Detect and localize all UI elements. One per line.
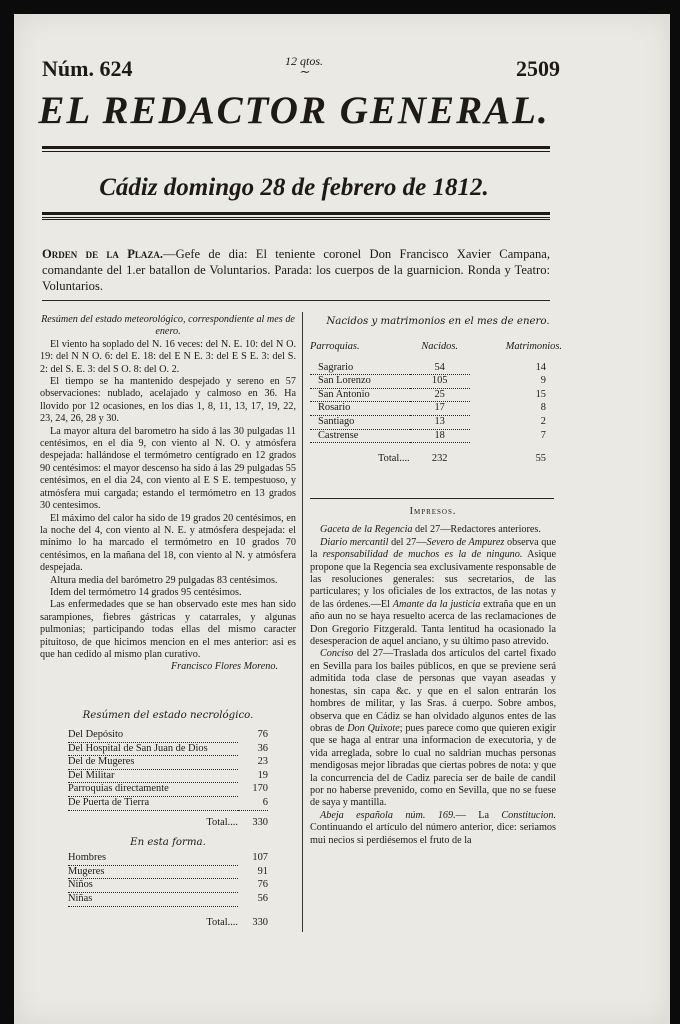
meteo-signature: Francisco Flores Moreno. bbox=[170, 661, 278, 673]
necro-row-value: 170 bbox=[252, 783, 268, 795]
impresos-text: del 27—Traslada dos artículos del cartel fixado en Sevilla para los bailes públicos, en que se previene será admitida toda clase de personas que vayan aseadas y honestas, sin capa &c. y que en el salon entrarán los hombres de militar, y las Sras. á cuerpo. Sobre ambos, observa que en Cádiz se han olvidado algunos entes de las obras de bbox=[310, 648, 556, 734]
nacidos-row bbox=[310, 415, 562, 429]
necro-row-value: 76 bbox=[257, 729, 268, 741]
necro-row bbox=[68, 783, 268, 797]
matrimonios-value: 15 bbox=[535, 388, 546, 400]
necro-forma-total bbox=[158, 917, 268, 930]
necro-total-label: Total.... bbox=[206, 816, 238, 828]
necro-forma-label: Hombres bbox=[68, 852, 238, 865]
necro-forma-value: 76 bbox=[257, 879, 268, 891]
nacidos-row bbox=[310, 388, 562, 402]
nacidos-header: Parroquias. bbox=[310, 341, 360, 352]
meteo-paragraph: Las enfermedades que se han observado este mes han sido sarampiones, fiebres gástricas y catarrales, y algunas pulmonias; participando todas ellas del mismo caracter pituitoso, de que hicimos mencion en el mes anterior: asi es que han cedido al mismo plan curativo. bbox=[40, 599, 296, 660]
necro-row-label: Del Militar bbox=[68, 769, 238, 783]
meteo-paragraph: Idem del termómetro 14 grados 95 centésimos. bbox=[50, 586, 242, 598]
price-text: 12 qtos. bbox=[284, 54, 323, 68]
nacidos-value: 17 bbox=[410, 402, 470, 416]
nacidos-table bbox=[310, 341, 562, 466]
necro-table bbox=[68, 729, 268, 811]
publication-name: Diario mercantil bbox=[320, 536, 389, 548]
author-name: Severo de Ampurez bbox=[426, 536, 505, 548]
nacidos-header: Matrimonios. bbox=[505, 341, 562, 352]
meteo-paragraph: El viento ha soplado del N. 16 veces: del N. E. 10: del N O. 19: del N N O. 6: del E. 18: del E N E. 3: del E S E. 3: del S. 2: del S. E. 3: del S O. 8: del O. 2. bbox=[40, 338, 296, 375]
author-name: Amante da la justicia bbox=[392, 598, 481, 610]
necro-forma-value: 56 bbox=[257, 892, 268, 904]
nacidos-title: Nacidos y matrimonios en el mes de enero. bbox=[326, 316, 550, 327]
parroquia-name: Sagrario bbox=[310, 362, 410, 375]
parroquia-name: Rosario bbox=[310, 402, 410, 416]
issue-number: Núm. 624 bbox=[42, 56, 133, 81]
nacidos-row bbox=[310, 429, 562, 443]
quote: responsabilidad de muchos es la de ninguno. bbox=[322, 549, 523, 561]
necro-section bbox=[40, 710, 296, 929]
necro-title: Resúmen del estado necrológico. bbox=[82, 710, 254, 721]
necro-row-label: Parroquias directamente bbox=[68, 783, 238, 797]
necro-forma-row bbox=[68, 852, 268, 865]
impresos-paragraph bbox=[310, 810, 556, 847]
publication-name: Abeja española núm. 169. bbox=[320, 809, 456, 821]
necro-row bbox=[68, 742, 268, 756]
impresos-text: extraña que en un año aun no se haya resuelto acerca de las reclamaciones de Don Gregorio Fitzgerald. Tanta lentitud ha ocasionado la desesperacion de aquel anciano, y su último paso atrevido. bbox=[310, 598, 556, 648]
section-rule bbox=[42, 300, 550, 301]
impresos-text: del 27— bbox=[388, 536, 427, 548]
meteo-paragraph: La mayor altura del barometro ha sido á las 30 pulgadas 11 centésimos, en el dia 9, con viento al N. O. y atmósfera despejada: hallándose el termómetro centígrado en 12 grados 90 centésimos: el mayor descenso ha sido á las 29 pulgadas 55 centésimos, en el dia 24, con viento al E S E. tempestuoso, y atmósfera mui cargada; estando el termómetro en 13 grados 30 centesimos. bbox=[40, 425, 296, 512]
newspaper-page bbox=[14, 14, 670, 1024]
impresos-text: del 27—Redactores anteriores. bbox=[412, 524, 541, 536]
impresos-rule bbox=[310, 498, 554, 499]
masthead-rule bbox=[42, 146, 550, 152]
necro-forma-row bbox=[68, 892, 268, 906]
orden-text: —Gefe de dia: El teniente coronel Don Francisco Xavier Campana, comandante del 1.er batallon de Voluntarios. Parada: los cuerpos de la guarnicion. Ronda y Teatro: Voluntarios. bbox=[42, 247, 550, 293]
meteo-title: Resúmen del estado meteorológico, correspondiente al mes de enero. bbox=[41, 314, 295, 338]
necro-row bbox=[68, 796, 268, 810]
necro-row bbox=[68, 729, 268, 742]
parroquia-name: Castrense bbox=[310, 429, 410, 443]
necro-row-value: 23 bbox=[257, 756, 268, 768]
article-name: Constitucion. bbox=[501, 809, 557, 821]
necro-row-label: Del de Mugeres bbox=[68, 756, 238, 770]
impresos-section bbox=[310, 506, 556, 847]
masthead-title: EL REDACTOR GENERAL. bbox=[38, 89, 550, 132]
matrimonios-value: 14 bbox=[535, 361, 546, 373]
necro-row-value: 36 bbox=[257, 742, 268, 754]
nacidos-row bbox=[310, 402, 562, 416]
dateline-rule bbox=[42, 212, 550, 218]
page-number: 2509 bbox=[516, 56, 560, 81]
price-flourish: ∼ bbox=[298, 64, 310, 79]
nacidos-value: 54 bbox=[410, 362, 470, 375]
matrimonios-total-value: 55 bbox=[535, 452, 546, 464]
necro-row-label: De Puerta de Tierra bbox=[68, 796, 238, 810]
nacidos-value: 18 bbox=[410, 429, 470, 443]
matrimonios-value: 7 bbox=[540, 429, 546, 441]
orden-de-la-plaza bbox=[42, 246, 550, 294]
matrimonios-value: 9 bbox=[540, 375, 546, 387]
necro-forma-table bbox=[68, 852, 268, 906]
necro-forma-row bbox=[68, 879, 268, 893]
necro-row-value: 6 bbox=[238, 796, 268, 810]
meteo-paragraph: El tiempo se ha mantenido despejado y sereno en 57 observaciones: nublado, acelajado y calmoso en 36. Ha llovido por 12 ocasiones, en los dias 1, 8, 11, 13, 17, 19, 22, 23, 24, 26, 28 y 30. bbox=[40, 376, 296, 425]
publication-name: Gaceta de la Regencia bbox=[320, 524, 413, 536]
issue-price bbox=[274, 54, 334, 79]
impresos-text: Asique propone que la Regencia sea exclusivamente responsable de las resoluciones generales: sus secretarios, de las particulares; y los oficiales de los extractos, de las notas y de las órdenes.—El bbox=[310, 549, 556, 610]
necro-forma-total-label: Total.... bbox=[206, 916, 238, 928]
nacidos-row bbox=[310, 375, 562, 389]
nacidos-total-value: 232 bbox=[431, 453, 448, 465]
parroquia-name: Santiago bbox=[310, 415, 410, 429]
necro-row-label: Del Hospital de San Juan de Dios bbox=[68, 742, 238, 756]
book-name: Don Quixote bbox=[347, 722, 400, 734]
necro-forma-title: En esta forma. bbox=[130, 837, 206, 849]
orden-label: Orden de la Plaza. bbox=[42, 247, 164, 261]
matrimonios-value: 2 bbox=[540, 415, 546, 427]
matrimonios-value: 8 bbox=[540, 402, 546, 414]
necro-forma-total-value: 330 bbox=[252, 916, 268, 928]
impresos-text: ; pues parece como que quieren exigir que se haga al entrar una informacion de executoria, y de vida arreglada, sobre lo cual no saldrian muchas personas mendigosas mejor libradas que ciertas pobres de nota: y que la concurrencia del de Cadiz parecia ser de baile de candil por no haberse prevenido, como en Sevilla, que no se fuese de saya y mantilla. bbox=[310, 722, 557, 809]
necro-forma-label: Niñas bbox=[68, 892, 238, 906]
dateline-rule-thin bbox=[42, 219, 550, 220]
impresos-paragraph bbox=[310, 648, 556, 809]
necro-forma-label: Mugeres bbox=[68, 865, 238, 879]
parroquia-name: San Antonio bbox=[310, 388, 410, 402]
nacidos-row bbox=[310, 362, 562, 375]
necro-row-value: 19 bbox=[257, 769, 268, 781]
necro-row bbox=[68, 756, 268, 770]
column-divider bbox=[302, 312, 303, 932]
necro-forma-row bbox=[68, 865, 268, 879]
impresos-text: — La bbox=[455, 809, 502, 821]
necro-forma-value: 91 bbox=[257, 865, 268, 877]
meteo-paragraph: Altura media del barómetro 29 pulgadas 83 centésimos. bbox=[50, 574, 278, 586]
impresos-title: Impresos. bbox=[409, 506, 457, 517]
impresos-text: Continuando el artículo del número anterior, dice: seriamos mui necios si perdiésemos el fruto de la bbox=[310, 822, 556, 846]
impresos-text: observa que la bbox=[310, 536, 556, 561]
nacidos-header: Nacidos. bbox=[421, 341, 459, 352]
necro-forma-label: Niños bbox=[68, 879, 238, 893]
nacidos-value: 13 bbox=[410, 415, 470, 429]
nacidos-value: 25 bbox=[410, 388, 470, 402]
left-column bbox=[40, 314, 296, 674]
necro-total bbox=[158, 817, 268, 830]
necro-forma-value: 107 bbox=[252, 852, 268, 864]
nacidos-value: 105 bbox=[410, 375, 470, 389]
necro-row bbox=[68, 769, 268, 783]
nacidos-section bbox=[310, 316, 566, 466]
necro-total-value: 330 bbox=[252, 816, 268, 828]
publication-name: Conciso bbox=[320, 648, 354, 660]
parroquia-name: San Lorenzo bbox=[310, 375, 410, 389]
impresos-paragraph bbox=[310, 524, 556, 536]
nacidos-total-label: Total.... bbox=[378, 453, 410, 465]
necro-row-label: Del Depósito bbox=[68, 729, 238, 742]
impresos-paragraph bbox=[310, 537, 556, 649]
meteo-paragraph: El máximo del calor ha sido de 19 grados 20 centésimos, en la noche del 4, con viento al N. E. y atmósfera despejada: el mínimo lo ha marcado el termómetro en 10 grados 70 centésimos, en la mañana del 18, con viento al N. y atmósfera despejada. bbox=[40, 512, 296, 574]
dateline: Cádiz domingo 28 de febrero de 1812. bbox=[99, 174, 489, 201]
